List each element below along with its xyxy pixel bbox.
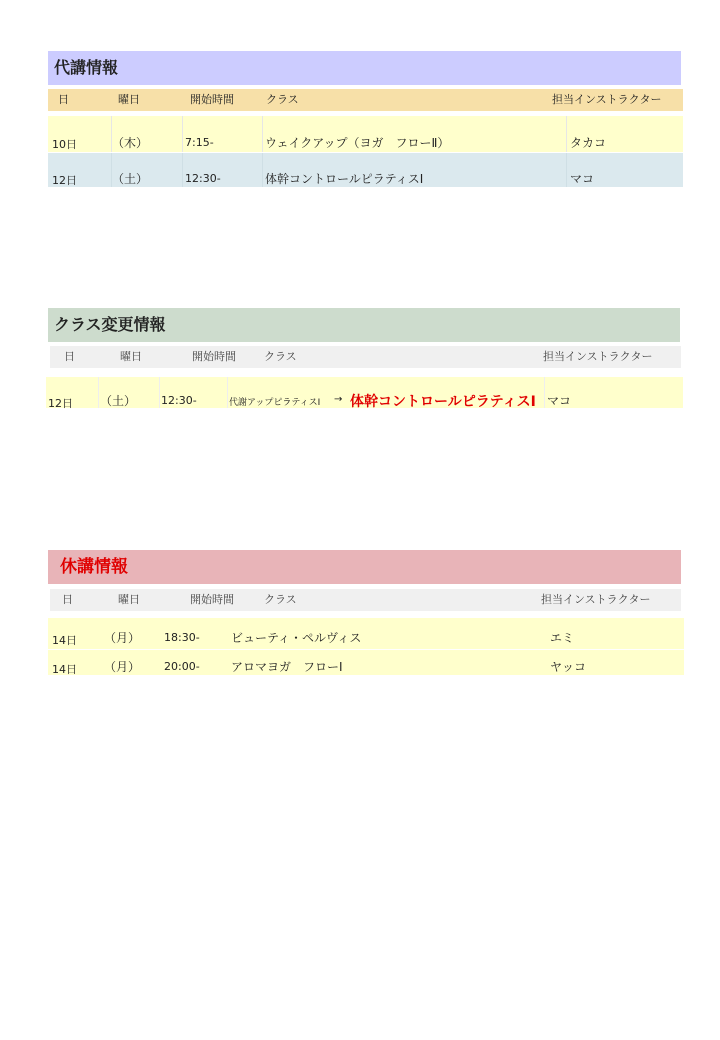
header-start: 開始時間 bbox=[190, 593, 234, 606]
row-day: 14日 bbox=[52, 634, 77, 647]
row-instructor: エミ bbox=[550, 631, 575, 645]
row-class: ウェイクアップ（ヨガ フローⅡ） bbox=[265, 136, 450, 150]
row-instructor: タカコ bbox=[570, 136, 607, 150]
row-instructor: マコ bbox=[547, 394, 572, 408]
row-class: ビューティ・ペルヴィス bbox=[231, 631, 362, 645]
row-class-from: 代謝アップピラティスⅠ bbox=[229, 398, 321, 408]
header-instructor: 担当インストラクター bbox=[552, 93, 662, 106]
row-day: 14日 bbox=[52, 663, 77, 676]
header-day: 日 bbox=[64, 350, 75, 363]
row-instructor: マコ bbox=[570, 172, 595, 186]
row-start: 12:30- bbox=[161, 394, 197, 407]
row-start: 18:30- bbox=[164, 631, 200, 644]
header-weekday: 曜日 bbox=[120, 350, 142, 363]
header-start: 開始時間 bbox=[192, 350, 236, 363]
header-start: 開始時間 bbox=[190, 93, 234, 106]
header-class: クラス bbox=[266, 93, 299, 106]
row-weekday: （月） bbox=[104, 631, 141, 645]
cancel-section-title: 休講情報 bbox=[48, 550, 681, 584]
header-instructor: 担当インストラクター bbox=[543, 350, 653, 363]
row-weekday: （土） bbox=[100, 394, 137, 408]
header-day: 日 bbox=[62, 593, 73, 606]
row-start: 12:30- bbox=[185, 172, 221, 185]
row-day: 12日 bbox=[52, 174, 77, 187]
table-row bbox=[48, 116, 683, 152]
header-instructor: 担当インストラクター bbox=[541, 593, 651, 606]
row-class: 体幹コントロールピラティスⅠ bbox=[265, 172, 424, 186]
row-start: 7:15- bbox=[185, 136, 214, 149]
change-section-title: クラス変更情報 bbox=[48, 308, 680, 342]
change-table-header bbox=[50, 346, 681, 368]
header-weekday: 曜日 bbox=[118, 93, 140, 106]
row-class: アロマヨガ フローⅠ bbox=[231, 660, 343, 674]
row-instructor: ヤッコ bbox=[550, 660, 587, 674]
row-day: 12日 bbox=[48, 397, 73, 410]
row-start: 20:00- bbox=[164, 660, 200, 673]
header-day: 日 bbox=[58, 93, 69, 106]
header-class: クラス bbox=[264, 350, 297, 363]
table-row bbox=[48, 650, 684, 675]
row-weekday: （月） bbox=[104, 660, 141, 674]
row-weekday: （土） bbox=[112, 172, 149, 186]
substitute-table-header bbox=[48, 89, 683, 111]
row-class-to: 体幹コントロールピラティスⅠ bbox=[350, 394, 536, 410]
table-row bbox=[48, 618, 684, 649]
substitute-section-title: 代講情報 bbox=[48, 51, 681, 85]
row-weekday: （木） bbox=[112, 136, 149, 150]
header-class: クラス bbox=[264, 593, 297, 606]
row-arrow: → bbox=[334, 394, 343, 405]
cancel-table-header bbox=[50, 589, 681, 611]
table-row bbox=[48, 153, 683, 187]
row-day: 10日 bbox=[52, 138, 77, 151]
header-weekday: 曜日 bbox=[118, 593, 140, 606]
table-row bbox=[46, 377, 683, 408]
